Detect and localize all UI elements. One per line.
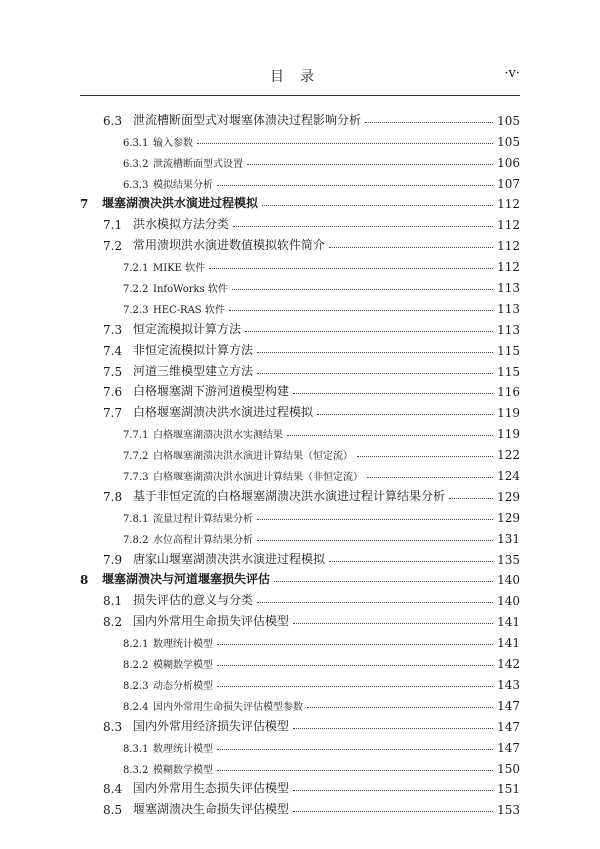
toc-entry-page: 135 <box>497 552 520 567</box>
toc-entry[interactable] <box>80 713 520 734</box>
toc-entry-number: 8.2.3 <box>123 680 149 692</box>
toc-leader-dots <box>257 373 493 374</box>
toc-entry-page: 147 <box>497 740 520 755</box>
toc-entry-number: 8.1 <box>103 594 123 609</box>
toc-entry[interactable] <box>80 587 520 608</box>
toc-leader-dots <box>293 728 493 729</box>
toc-leader-dots <box>209 268 493 269</box>
toc-entry-number: 7.8.2 <box>123 534 149 546</box>
toc-entry-page: 113 <box>497 322 520 337</box>
toc-entry-title: 恒定流模拟计算方法 <box>133 321 242 336</box>
toc-entry[interactable] <box>80 504 520 525</box>
toc-entry-number: 7.8 <box>103 489 123 504</box>
toc-entry[interactable] <box>80 274 520 295</box>
toc-entry-number: 7.7.1 <box>123 430 149 442</box>
toc-leader-dots <box>217 665 493 666</box>
toc-leader-dots <box>365 122 493 123</box>
toc-leader-dots <box>229 310 493 311</box>
toc-entry-number: 8.3 <box>103 719 123 734</box>
toc-leader-dots <box>329 247 493 248</box>
toc-entry-page: 112 <box>497 218 520 233</box>
toc-entry-title: 损失评估的意义与分类 <box>133 593 254 608</box>
toc-entry-number: 8.3.2 <box>123 764 149 776</box>
toc-leader-dots <box>293 811 493 812</box>
toc-leader-dots <box>217 749 493 750</box>
toc-entry-title: 白格堰塞湖下游河道模型构建 <box>133 384 290 399</box>
toc-entry-title: 堰塞湖溃决洪水演进过程模拟 <box>102 196 259 211</box>
toc-entry[interactable] <box>80 420 520 441</box>
toc-entry-page: 113 <box>497 281 520 296</box>
toc-entry-page: 150 <box>497 761 520 776</box>
toc-entry-title: InfoWorks 软件 <box>153 284 228 296</box>
toc-entry-number: 7.7.2 <box>123 451 149 463</box>
toc-leader-dots <box>217 770 493 771</box>
toc-entry-page: 142 <box>497 657 520 672</box>
toc-entry-page: 141 <box>497 615 520 630</box>
toc-leader-dots <box>257 540 493 541</box>
toc-entry-number: 6.3.3 <box>123 179 149 191</box>
toc-entry-title: 白格堰塞湖溃决洪水实测结果 <box>153 430 283 442</box>
toc-leader-dots <box>247 164 493 165</box>
toc-entry-number: 8 <box>80 573 89 588</box>
toc-entry-title: 动态分析模型 <box>153 680 213 692</box>
toc-entry-number: 7.1 <box>103 218 123 233</box>
toc-entry-number: 8.2 <box>103 615 123 630</box>
toc-entry[interactable] <box>80 253 520 274</box>
toc-entry[interactable] <box>80 776 520 797</box>
toc-leader-dots <box>274 581 493 582</box>
toc-entry[interactable] <box>80 755 520 776</box>
toc-entry-title: 常用溃坝洪水演进数值模拟软件简介 <box>133 238 326 253</box>
toc-entry-number: 6.3.2 <box>123 158 149 170</box>
toc-entry-title: 堰塞湖溃决与河道堰塞损失评估 <box>102 572 271 587</box>
toc-entry[interactable] <box>80 650 520 671</box>
toc-leader-dots <box>217 185 493 186</box>
toc-entry-title: 模糊数学模型 <box>153 764 213 776</box>
page-number: ·v· <box>504 66 520 81</box>
toc-leader-dots <box>293 393 493 394</box>
toc-entry[interactable] <box>80 671 520 692</box>
toc-entry[interactable] <box>80 692 520 713</box>
toc-entry-title: 泄流槽断面型式对堰塞体溃决过程影响分析 <box>133 112 362 127</box>
toc-entry-page: 124 <box>497 469 520 484</box>
toc-entry[interactable] <box>80 170 520 191</box>
toc-entry-page: 143 <box>497 677 520 692</box>
toc-entry[interactable] <box>80 316 520 337</box>
toc-entry-number: 6.3.1 <box>123 137 149 149</box>
toc-entry-page: 119 <box>497 427 520 442</box>
toc-entry[interactable] <box>80 462 520 483</box>
toc-leader-dots <box>293 790 493 791</box>
toc-entry[interactable] <box>80 191 520 212</box>
toc-leader-dots <box>232 289 493 290</box>
page-header <box>80 66 520 86</box>
toc-entry-number: 7.5 <box>103 364 123 379</box>
toc-leader-dots <box>307 707 493 708</box>
toc-entry-number: 8.2.1 <box>123 639 149 651</box>
toc-entry-page: 140 <box>497 594 520 609</box>
toc-entry[interactable] <box>80 546 520 567</box>
toc-entry[interactable] <box>80 128 520 149</box>
toc-entry[interactable] <box>80 149 520 170</box>
toc-entry-page: 112 <box>497 239 520 254</box>
toc-entry-page: 147 <box>497 698 520 713</box>
toc-leader-dots <box>293 623 493 624</box>
toc-leader-dots <box>317 414 493 415</box>
toc-entry-title: 数理统计模型 <box>153 743 213 755</box>
toc-leader-dots <box>257 602 493 603</box>
toc-entry-number: 7.9 <box>103 552 123 567</box>
running-title: 目录 <box>270 69 330 85</box>
toc-entry[interactable] <box>80 232 520 253</box>
toc-entry-number: 8.2.2 <box>123 660 149 672</box>
toc-leader-dots <box>287 435 493 436</box>
toc-entry-number: 6.3 <box>103 113 123 128</box>
toc-entry-number: 7 <box>80 197 89 212</box>
toc-entry-number: 7.4 <box>103 343 123 358</box>
toc-entry-title: HEC-RAS 软件 <box>153 304 225 316</box>
toc-entry-title: 流量过程计算结果分析 <box>153 513 253 525</box>
toc-entry-number: 8.4 <box>103 782 123 797</box>
toc-entry-title: 泄流槽断面型式设置 <box>153 158 243 170</box>
toc-entry[interactable] <box>80 483 520 504</box>
toc-leader-dots <box>367 477 493 478</box>
toc-entry-number: 7.7 <box>103 406 123 421</box>
toc-entry-title: 白格堰塞湖溃决洪水演进计算结果（非恒定流） <box>153 472 363 484</box>
toc-entry-page: 113 <box>497 301 520 316</box>
toc-entry-page: 115 <box>497 343 520 358</box>
toc-entry-number: 7.2.3 <box>123 304 149 316</box>
toc-entry-page: 119 <box>497 406 520 421</box>
toc-entry[interactable] <box>80 796 520 817</box>
toc-entry-page: 141 <box>497 636 520 651</box>
toc-entry-page: 115 <box>497 364 520 379</box>
toc-entry-page: 151 <box>497 782 520 797</box>
toc-entry-title: 数理统计模型 <box>153 639 213 651</box>
toc-leader-dots <box>257 352 493 353</box>
toc-entry-title: 堰塞湖溃决生命损失评估模型 <box>133 802 290 817</box>
toc-entry[interactable] <box>80 608 520 629</box>
toc-entry-page: 131 <box>497 531 520 546</box>
toc-entry-title: 洪水模拟方法分类 <box>133 217 230 232</box>
toc-entry[interactable] <box>80 107 520 128</box>
table-of-contents <box>80 107 520 817</box>
toc-leader-dots <box>197 143 493 144</box>
toc-leader-dots <box>217 644 493 645</box>
toc-entry-title: 白格堰塞湖溃决洪水演进过程模拟 <box>133 405 314 420</box>
toc-entry-number: 8.2.4 <box>123 701 149 713</box>
toc-entry-title: MIKE 软件 <box>153 263 206 275</box>
toc-leader-dots <box>257 519 493 520</box>
toc-entry-page: 153 <box>497 803 520 818</box>
toc-entry-number: 7.3 <box>103 322 123 337</box>
toc-entry[interactable] <box>80 734 520 755</box>
toc-entry-page: 122 <box>497 448 520 463</box>
toc-entry-page: 116 <box>497 385 520 400</box>
toc-entry[interactable] <box>80 629 520 650</box>
header-rule <box>80 95 520 96</box>
toc-leader-dots <box>329 561 493 562</box>
toc-entry-title: 输入参数 <box>153 137 193 149</box>
toc-entry-title: 国内外常用生命损失评估模型 <box>133 614 290 629</box>
toc-leader-dots <box>262 205 493 206</box>
toc-entry-title: 水位高程计算结果分析 <box>153 534 253 546</box>
toc-leader-dots <box>245 331 493 332</box>
toc-entry-title: 基于非恒定流的白格堰塞湖溃决洪水演进过程计算结果分析 <box>133 488 446 503</box>
toc-entry[interactable] <box>80 379 520 400</box>
toc-entry-number: 8.3.1 <box>123 743 149 755</box>
toc-entry-number: 7.8.1 <box>123 513 149 525</box>
toc-entry-title: 非恒定流模拟计算方法 <box>133 342 254 357</box>
toc-leader-dots <box>357 456 493 457</box>
toc-entry-title: 国内外常用经济损失评估模型 <box>133 718 290 733</box>
toc-entry-title: 国内外常用生态损失评估模型 <box>133 781 290 796</box>
toc-leader-dots <box>233 226 493 227</box>
toc-entry-number: 7.6 <box>103 385 123 400</box>
toc-entry-number: 8.5 <box>103 803 123 818</box>
toc-entry[interactable] <box>80 399 520 420</box>
toc-entry-number: 7.2 <box>103 239 123 254</box>
toc-entry-page: 129 <box>497 489 520 504</box>
toc-entry-page: 105 <box>497 134 520 149</box>
toc-entry-title: 模拟结果分析 <box>153 179 213 191</box>
toc-entry[interactable] <box>80 358 520 379</box>
toc-entry-page: 147 <box>497 719 520 734</box>
toc-leader-dots <box>449 498 493 499</box>
toc-leader-dots <box>217 686 493 687</box>
toc-entry-title: 河道三维模型建立方法 <box>133 363 254 378</box>
toc-entry-title: 国内外常用生命损失评估模型参数 <box>153 701 303 713</box>
toc-entry-number: 7.7.3 <box>123 472 149 484</box>
toc-entry[interactable] <box>80 337 520 358</box>
toc-entry-page: 112 <box>497 260 520 275</box>
toc-entry-page: 129 <box>497 510 520 525</box>
toc-entry-title: 模糊数学模型 <box>153 660 213 672</box>
toc-entry-page: 140 <box>497 573 520 588</box>
toc-entry-page: 112 <box>497 197 520 212</box>
toc-entry[interactable] <box>80 441 520 462</box>
toc-entry[interactable] <box>80 295 520 316</box>
toc-entry[interactable] <box>80 211 520 232</box>
toc-entry-page: 106 <box>497 155 520 170</box>
toc-entry[interactable] <box>80 525 520 546</box>
toc-entry-number: 7.2.2 <box>123 284 149 296</box>
toc-entry[interactable] <box>80 567 520 588</box>
toc-entry-page: 105 <box>497 113 520 128</box>
toc-entry-page: 107 <box>497 176 520 191</box>
toc-entry-title: 白格堰塞湖溃决洪水演进计算结果（恒定流） <box>153 451 353 463</box>
toc-entry-number: 7.2.1 <box>123 263 149 275</box>
toc-entry-title: 唐家山堰塞湖溃决洪水演进过程模拟 <box>133 551 326 566</box>
